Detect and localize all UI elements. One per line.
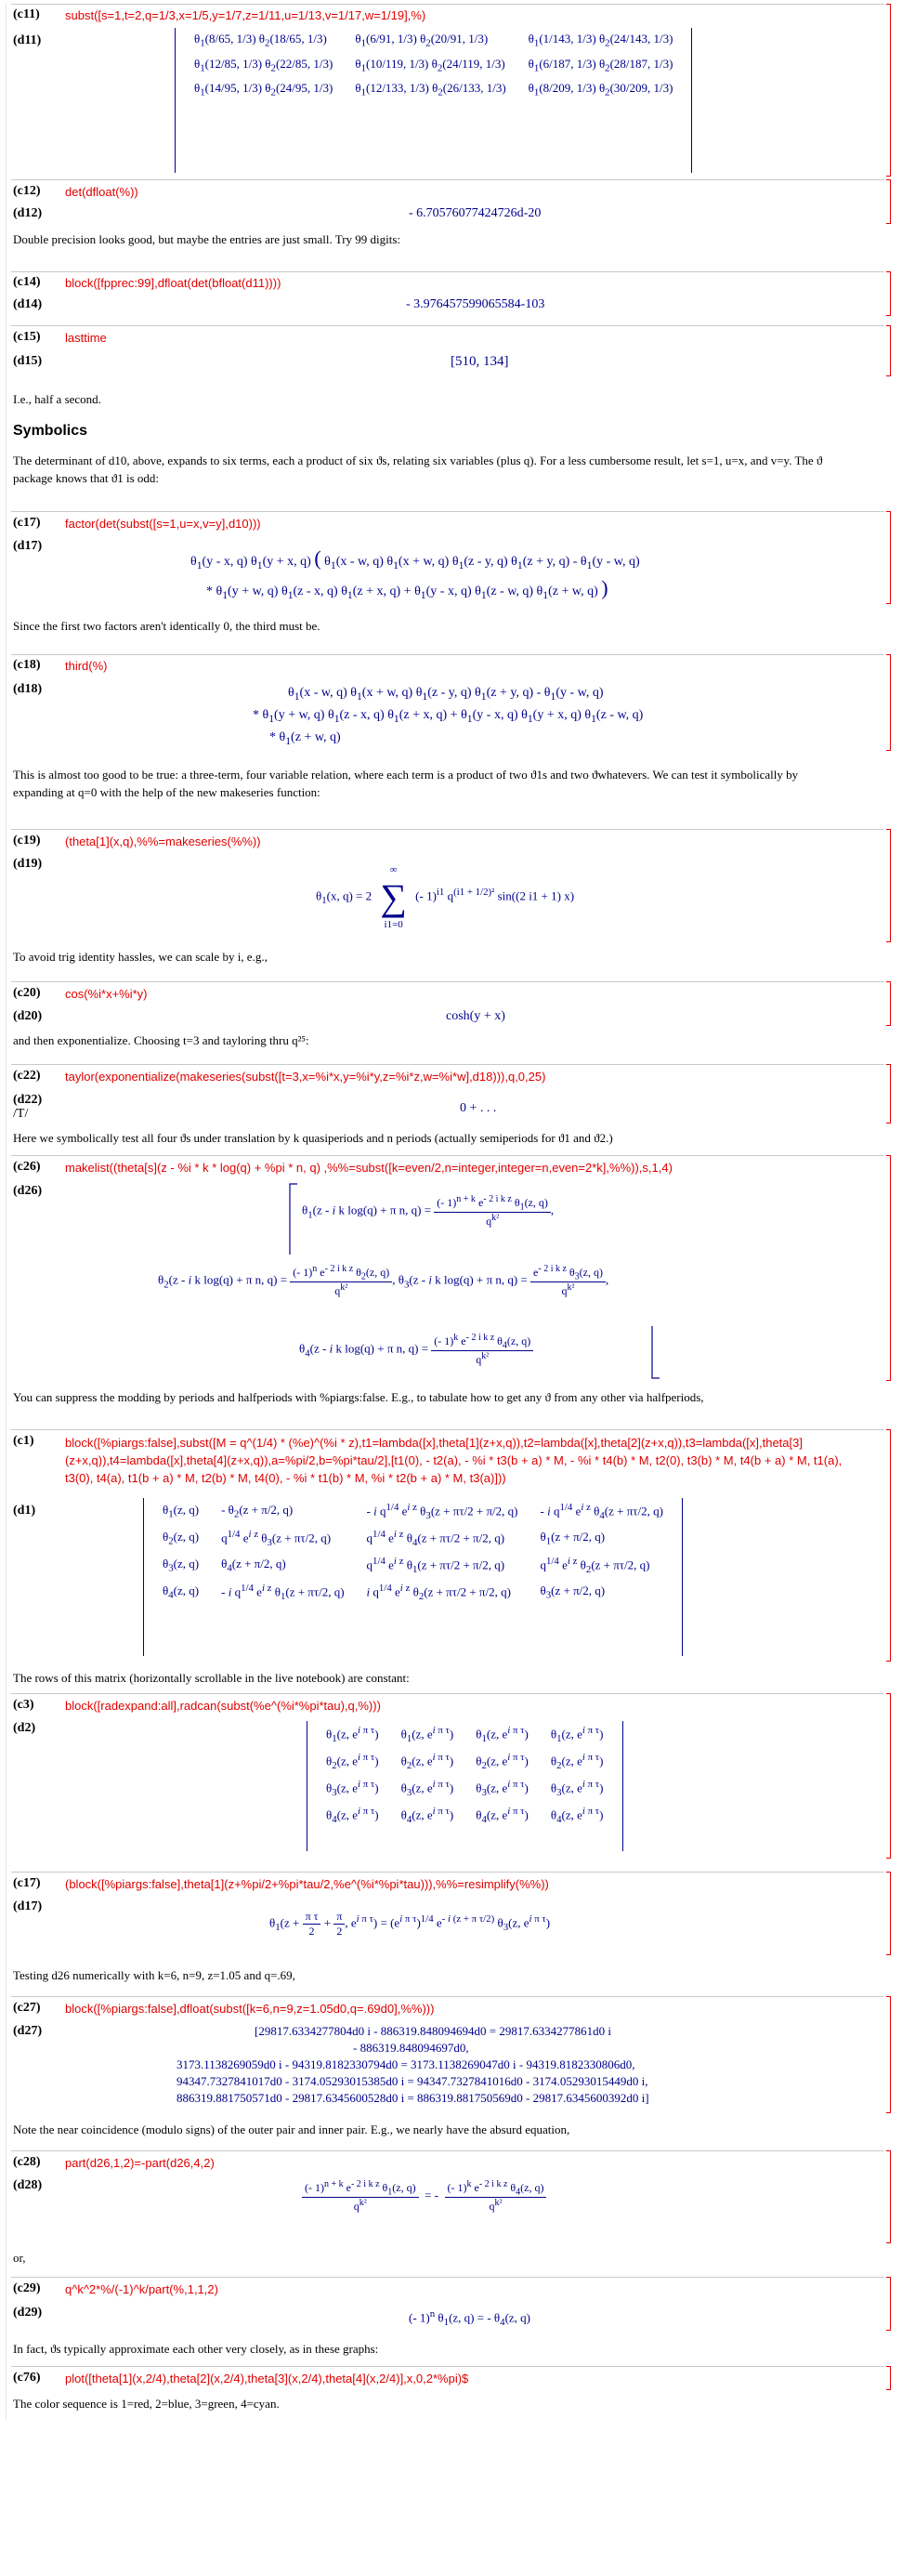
list-bracket-right: [650, 1324, 661, 1384]
output-d27-line4: 94347.7327841017d0 - 3174.05293015385d0 i = 94347.7327841016d0 - 3174.05293015449d0 i,: [176, 2074, 648, 2088]
list-bracket-left: [288, 1182, 299, 1260]
input-expression[interactable]: block([%piargs:false],subst([M = q^(1/4) * (%e)^(%i * z),t1=lambda([x],theta[1](z+x,q)),t2=lambda([x],theta[2](z+x,q)),t3=lambda([x],theta[3](z+x,q)),t4=lambda([x],theta[4](z+x,q)),a=%pi/2,b=%pi*tau/2],[t1(0), - t2(a), - %i * t3(b + a) * M, - %i * t4(b) * M, t2(0), t3(b) * M, t4(b + a) * M, t1(a), t3(0), t4(a), t1(b + a) * M, t2(b) * M, t4(0), - %i * t1(b) * M, %i * t2(b + a) * M, t3(a)])): [65, 1436, 843, 1485]
cell-bracket[interactable]: [886, 2150, 891, 2243]
matrix-d11: $\theta_1(8/65$, 1/3) $\theta_2(18/65$, 1/3) $\theta_1(6/91$, 1/3) $\theta_2(20/91$, 1/3) $\theta_1(1/143$, 1/3) $\theta_2(24/143$, 1/3) $\theta_1(12/85$, 1/3) $\theta_2(22/85$, 1/3) $\theta_1(10/119$, 1/3) $\theta_2(24/119$, 1/3) $\theta_1(6/187$, 1/3) $\theta_2(28/187$, 1/3) $\theta_1(14/95$, 1/3) $\theta_2(24/95$, 1/3) $\theta_1(12/133$, 1/3) $\theta_2(26/133$, 1/3) $\theta_1(8/209$, 1/3) $\theta_2(30/209$, 1/3): [175, 28, 692, 173]
output-d19: $\theta_1(x$, q) = 2 ∞ ∑ i1=0 (- 1)$^{i1}$ $q^{(i1 + 1/2)^2}$ sin((2 i1 + 1) x): [316, 864, 575, 930]
cell-bracket[interactable]: [886, 1064, 891, 1124]
output-label: (d26): [13, 1184, 43, 1198]
text-cell: Here we symbolically test all four ϑs under translation by k quasiperiods and n periods (actually semiperiods for ϑ1 and ϑ2.): [13, 1131, 613, 1145]
text-cell: Double precision looks good, but maybe the entries are just small. Try 99 digits:: [13, 232, 401, 246]
input-expression[interactable]: q^k^2*%/(-1)^k/part(%,1,1,2): [65, 2282, 218, 2296]
output-d27-line1: [29817.6334277804d0 i - 886319.848094694d0 = 29817.6334277861d0 i: [255, 2024, 611, 2038]
cell-divider: [11, 1996, 884, 1997]
cell-divider: [11, 179, 884, 180]
output-d12: - 6.70576077424726d-20: [409, 206, 542, 220]
input-expression[interactable]: block([fpprec:99],dfloat(det(bfloat(d11)))): [65, 276, 281, 290]
output-d27-line5: 886319.881750571d0 - 29817.6345600528d0 i = 886319.881750569d0 - 29817.6345600392d0 i]: [176, 2091, 649, 2105]
input-label: (c15): [13, 330, 41, 344]
output-label: (d29): [13, 2306, 43, 2320]
text-cell: Testing d26 numerically with k=6, n=9, z=1.05 and q=.69,: [13, 1968, 295, 1982]
input-expression[interactable]: third(%): [65, 659, 108, 673]
cell-divider: [11, 325, 884, 326]
input-expression[interactable]: block([radexpand:all],radcan(subst(%e^(%i*%pi*tau),q,%))): [65, 1699, 381, 1713]
output-label: (d19): [13, 857, 43, 871]
text-cell: To avoid trig identity hassles, we can scale by i, e.g.,: [13, 950, 268, 964]
input-label: (c14): [13, 275, 41, 289]
output-d29: (- 1)$^n$ $\theta_1(z$, q) = - $\theta_4(z$, q): [409, 2308, 531, 2328]
output-d18-line1: $\theta_1(x$ - w, q) $\theta_1(x + w$, q) $\theta_1(z$ - y, q) $\theta_1(z + y$, $q) - \theta_1(y$ - w, q): [288, 686, 604, 703]
cell-divider: [11, 1429, 884, 1430]
input-expression[interactable]: makelist((theta[s](z - %i * k * log(q) + %pi * n, q) ,%%=subst([k=even/2,n=integer,integer=n,even=2*k],%%)),s,1,4): [65, 1161, 673, 1175]
cell-divider: [11, 1064, 884, 1065]
output-label: (d2): [13, 1721, 36, 1735]
cell-bracket[interactable]: [886, 179, 891, 224]
text-cell: and then exponentialize. Choosing t=3 and tayloring thru q²⁵:: [13, 1033, 309, 1047]
output-label: (d17): [13, 1899, 43, 1913]
input-label: (c26): [13, 1160, 41, 1174]
cell-bracket[interactable]: [886, 829, 891, 942]
input-label: (c3): [13, 1698, 34, 1712]
text-cell: I.e., half a second.: [13, 392, 101, 406]
cell-bracket[interactable]: [886, 1996, 891, 2113]
cell-bracket[interactable]: [886, 511, 891, 604]
input-label: (c29): [13, 2281, 41, 2295]
input-expression[interactable]: lasttime: [65, 331, 107, 345]
text-cell: You can suppress the modding by periods and halfperiods with %piargs:false. E.g., to tabulate how to get any ϑ from any other via halfperiods,: [13, 1390, 704, 1404]
input-label: (c28): [13, 2155, 41, 2169]
cell-bracket[interactable]: [886, 1693, 891, 1859]
cell-divider: [11, 829, 884, 830]
cell-divider: [11, 1693, 884, 1694]
output-label: (d27): [13, 2024, 43, 2038]
input-expression[interactable]: subst([s=1,t=2,q=1/3,x=1/5,y=1/7,z=1/11,u=1/13,v=1/17,w=1/19],%): [65, 8, 426, 22]
cell-bracket[interactable]: [886, 2277, 891, 2331]
cell-bracket[interactable]: [886, 981, 891, 1026]
input-label: (c11): [13, 7, 40, 21]
input-expression[interactable]: (theta[1](x,q),%%=makeseries(%%)): [65, 835, 261, 848]
output-d27-line2: - 886319.848094697d0,: [353, 2041, 469, 2055]
cell-bracket[interactable]: [886, 271, 891, 316]
output-d17-line1: $\theta_1(y$ - x, q) $\theta_1(y + x$, q) ( $\theta_1(x$ - w, q) $\theta_1(x + w$, q) $\theta_1(z$ - y, q) $\theta_1(z + y$, $q) - \theta_1(y$ - w, q): [190, 546, 640, 572]
cell-bracket[interactable]: [886, 4, 891, 177]
output-label: (d17): [13, 539, 43, 553]
input-label: (c1): [13, 1434, 34, 1448]
cell-bracket[interactable]: [886, 1872, 891, 1955]
text-cell: Note the near coincidence (modulo signs) of the outer pair and inner pair. E.g., we nearly have the absurd equation,: [13, 2123, 570, 2136]
cell-divider: [11, 4, 884, 5]
output-label: (d15): [13, 354, 43, 368]
text-cell: The rows of this matrix (horizontally scrollable in the live notebook) are constant:: [13, 1671, 410, 1685]
cell-bracket[interactable]: [886, 1155, 891, 1381]
input-expression[interactable]: det(dfloat(%)): [65, 185, 138, 199]
output-label: (d14): [13, 297, 43, 311]
input-label: (c76): [13, 2371, 41, 2385]
text-cell: The color sequence is 1=red, 2=blue, 3=green, 4=cyan.: [13, 2397, 280, 2411]
cell-bracket[interactable]: [886, 325, 891, 376]
output-d22: 0 + . . .: [460, 1101, 497, 1115]
input-expression[interactable]: factor(det(subst([s=1,u=x,v=y],d10))): [65, 517, 261, 531]
input-label: (c22): [13, 1069, 41, 1083]
cell-divider: [11, 654, 884, 655]
input-expression[interactable]: taylor(exponentialize(makeseries(subst([t=3,x=%i*x,y=%i*y,z=%i*z,w=%i*w],d18))),q,0,25): [65, 1070, 546, 1084]
matrix-d1: $\theta_1(z$, q) - $\theta_2(z + \pi/2$, q) - i $q^{1/4}$ $e^{i z}$ $\theta_3(z + \pi\tau/2 + \pi/2$, q) - i $q^{1/4}$ $e^{i z}$ $\theta_4(z + \pi\tau/2$, q) $\theta_2(z$, q) $q^{1/4}$ $e^{i z}$ $\theta_3(z + \pi\tau/2$, q) $q^{1/4}$ $e^{i z}$ $\theta_4(z + \pi\tau/2 + \pi/2$, q) $\theta_1(z + \pi/2$, q) $\theta_3(z$, q) $\theta_4(z + \pi/2$, q) $q^{1/4}$ $e^{i z}$ $\theta_1(z + \pi\tau/2 + \pi/2$, q) $q^{1/4}$ $e^{i z}$ $\theta_2(z + \pi\tau/2$, q) $\theta_4(z$, q) - i $q^{1/4}$ $e^{i z}$ $\theta_1(z + \pi\tau/2$, q) i $q^{1/4}$ $e^{i z}$ $\theta_2(z + \pi\tau/2 + \pi/2$, q) $\theta_3(z + \pi/2$, q): [143, 1498, 683, 1656]
input-label: (c19): [13, 834, 41, 848]
input-expression[interactable]: cos(%i*x+%i*y): [65, 987, 148, 1001]
cell-divider: [11, 2277, 884, 2278]
input-expression[interactable]: plot([theta[1](x,2/4),theta[2](x,2/4),theta[3](x,2/4),theta[4](x,2/4)],x,0,2*%pi)$: [65, 2372, 469, 2385]
output-d15: [510, 134]: [451, 354, 509, 369]
output-label: (d18): [13, 682, 43, 696]
output-d28: $\frac{(- 1)^{n + k} e^{- 2 i k z} \theta_1(z, q)}{q^{k^2}}$ = - $\frac{(- 1)^k e^{- 2 i k z} \theta_4(z, q)}{q^{k^2}}$: [302, 2179, 546, 2214]
output-label: (d12): [13, 206, 43, 220]
text-cell: or,: [13, 2251, 26, 2265]
output-d26-line3: $\theta_4(z$ - i k log(q) + π n, q) = $\frac{(- 1)^k e^{- 2 i k z} \theta_4(z, q)}{q^{k^2}}$: [299, 1333, 533, 1367]
cell-divider: [11, 981, 884, 982]
output-d26-line2: $\theta_2(z$ - i k log(q) + π n, q) = $\frac{(- 1)^n e^{- 2 i k z} \theta_2(z, q)}{q^{k^2}}$ , $\theta_3(z$ - i k log(q) + π n, q) = $\frac{e^{- 2 i k z} \theta_3(z, q)}{q^{k^2}}$ ,: [158, 1264, 609, 1298]
cell-divider: [11, 2150, 884, 2151]
output-d20: cosh(y + x): [446, 1009, 505, 1023]
output-label: (d22): [13, 1093, 43, 1107]
matrix-d2: $\theta_1(z$, $e^{i \pi \tau}$) $\theta_1(z$, $e^{i \pi \tau}$) $\theta_1(z$, $e^{i \pi \tau}$) $\theta_1(z$, $e^{i \pi \tau}$) $\theta_2(z$, $e^{i \pi \tau}$) $\theta_2(z$, $e^{i \pi \tau}$) $\theta_2(z$, $e^{i \pi \tau}$) $\theta_2(z$, $e^{i \pi \tau}$) $\theta_3(z$, $e^{i \pi \tau}$) $\theta_3(z$, $e^{i \pi \tau}$) $\theta_3(z$, $e^{i \pi \tau}$) $\theta_3(z$, $e^{i \pi \tau}$) $\theta_4(z$, $e^{i \pi \tau}$) $\theta_4(z$, $e^{i \pi \tau}$) $\theta_4(z$, $e^{i \pi \tau}$) $\theta_4(z$, $e^{i \pi \tau}$): [307, 1721, 623, 1851]
cell-divider: [11, 2366, 884, 2367]
cell-divider: [11, 511, 884, 512]
output-d18-line3: * $\theta_1(z + w$, q): [269, 730, 341, 747]
margin-rule: [6, 4, 7, 2420]
input-expression[interactable]: block([%piargs:false],dfloat(subst([k=6,n=9,z=1.05d0,q=.69d0],%%))): [65, 2002, 435, 2016]
input-expression[interactable]: (block([%piargs:false],theta[1](z+%pi/2+%pi*tau/2,%e^(%i*%pi*tau))),%%=resimplify(%%)): [65, 1877, 549, 1891]
output-d26-line1: $\theta_1(z$ - i k log(q) + π n, q) = $\frac{(- 1)^{n + k} e^{- 2 i k z} \theta_1(z, q)}{q^{k^2}}$ ,: [302, 1194, 555, 1229]
input-label: (c20): [13, 986, 41, 1000]
output-label: (d1): [13, 1504, 36, 1518]
output-label: (d20): [13, 1009, 43, 1023]
output-d27-line3: 3173.1138269059d0 i - 94319.8182330794d0 = 3173.1138269047d0 i - 94319.8182330806d0,: [176, 2057, 635, 2071]
output-d14: - 3.976457599065584-103: [406, 297, 545, 311]
cell-divider: [11, 1155, 884, 1156]
text-cell: Since the first two factors aren't identically 0, the third must be.: [13, 619, 320, 633]
text-cell: In fact, ϑs typically approximate each other very closely, as in these graphs:: [13, 2342, 379, 2356]
cell-bracket[interactable]: [886, 2366, 891, 2390]
input-expression[interactable]: part(d26,1,2)=-part(d26,4,2): [65, 2156, 215, 2170]
text-cell: The determinant of d10, above, expands to six terms, each a product of six ϑs, relating six variables (plus q). For a less cumbersome result, let s=1, u=x, and v=y. The ϑ package knows that ϑ1 is odd:: [13, 453, 823, 485]
cell-divider: [11, 271, 884, 272]
input-label: (c27): [13, 2001, 41, 2015]
output-d17b: $\theta_1(z$ + $\frac{\text{π τ}}{2}$ + $\frac{\pi}{2}$ , $e^{i \pi \tau}) = (e^{i \pi \tau})^{1/4}$ $e^{- i (z + \pi \tau/2)}$ $\theta_3(z$, $e^{i \pi \tau}$): [269, 1910, 551, 1938]
cell-divider: [11, 1872, 884, 1873]
cell-bracket[interactable]: [886, 1429, 891, 1662]
input-label: (c18): [13, 658, 41, 672]
output-d17-line2: * $\theta_1(y + w$, q) $\theta_1(z$ - x, q) $\theta_1(z + x$, $q) + \theta_1(y - x$, q) $\theta_1(z$ - w, q) $\theta_1(z + w$, q) ): [206, 576, 608, 601]
output-d18-line2: * $\theta_1(y + w$, q) $\theta_1(z$ - x, q) $\theta_1(z + x$, $q) + \theta_1(y - x$, q) $\theta_1(y + x$, q) $\theta_1(z$ - w, q): [253, 708, 644, 725]
output-label: (d28): [13, 2178, 43, 2192]
input-label: (c17): [13, 516, 41, 530]
output-tag: /T/: [13, 1107, 29, 1121]
input-label: (c12): [13, 184, 41, 198]
input-label: (c17): [13, 1876, 41, 1890]
cell-bracket[interactable]: [886, 654, 891, 751]
text-cell: This is almost too good to be true: a three-term, four variable relation, where each term is a product of two ϑ1s and two ϑwhatevers. We can test it symbolically by expanding at q=0 with the help of the new makeseries function:: [13, 768, 799, 799]
output-label: (d11): [13, 33, 42, 47]
section-heading: Symbolics: [13, 423, 88, 439]
